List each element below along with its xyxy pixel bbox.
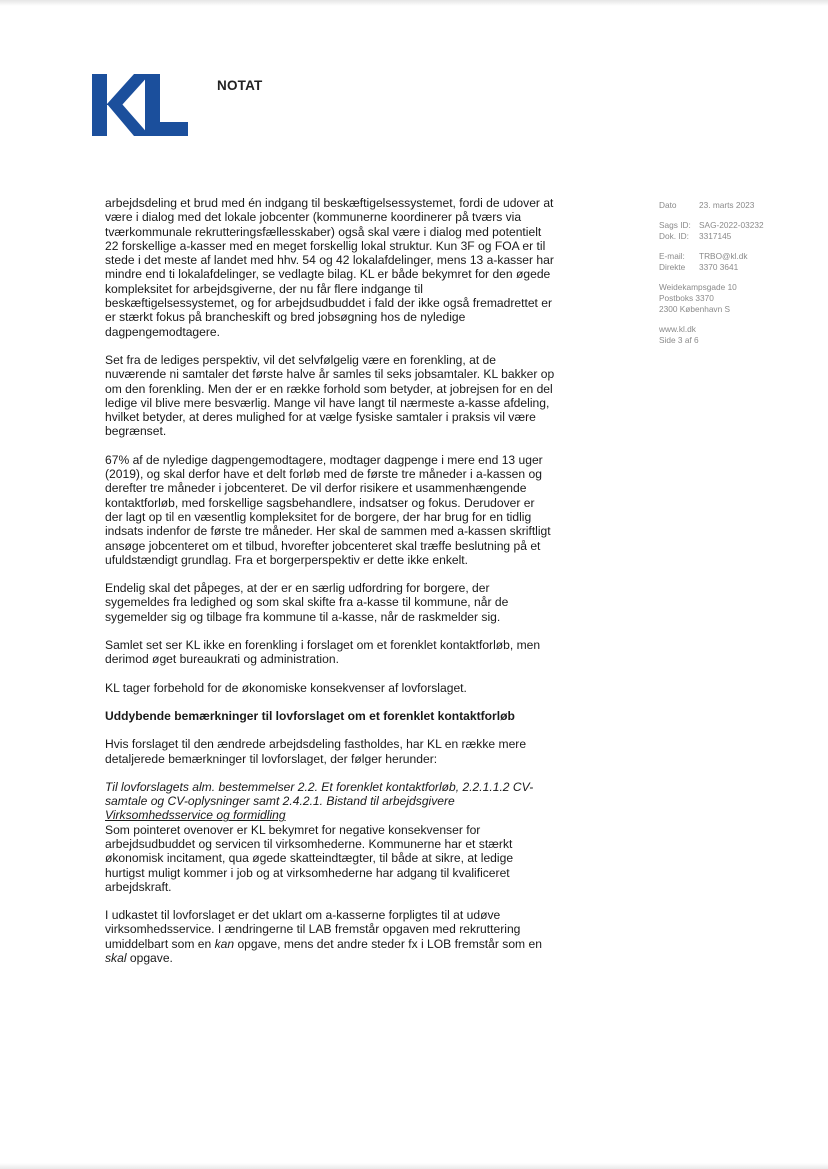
doc-id-label: Dok. ID:	[659, 231, 689, 241]
email-label: E-mail:	[659, 251, 685, 261]
scan-top-edge	[0, 0, 828, 6]
doc-id-value: 3317145	[699, 231, 732, 241]
page-number: Side 3 af 6	[659, 335, 699, 345]
date-label: Dato	[659, 200, 677, 210]
paragraph-3: 67% af de nyledige dagpengemodtagere, modtager dagpenge i mere end 13 uger (2019), og skal derfor have et delt forløb med de første tre måneder i a-kassen og derefter tre måneder i jobcenteret. De vil derfor risikere et usammenhængende kontaktforløb, med forskellige sagsbehandlere, indsatser og fokus. Derudover er der lagt op til en væsentlig kompleksitet for de borgere, der har brug for en tidlig indsats indenfor de første tre måneder. Her skal de sammen med a-kassen skriftligt ansøge jobcenteret om et tilbud, hvorefter jobcenteret skal træffe beslutning på et ufuldstændigt grundlag. Fra et borgerperspektiv er dette ikke enkelt.	[105, 452, 551, 567]
paragraph-5: Samlet set ser KL ikke en forenkling i forslaget om et forenklet kontaktforløb, men derimod øget bureaukrati og administration.	[105, 638, 541, 667]
main-body	[105, 196, 555, 979]
paragraph-7: Hvis forslaget til den ændrede arbejdsdeling fastholdes, har KL en række mere detaljerede bemærkninger til lovforslaget, der følger herunder:	[105, 737, 527, 766]
direct-phone-value: 3370 3641	[699, 262, 739, 272]
paragraph-9	[105, 908, 555, 965]
paragraph-9-part-1: I udkastet til lovforslaget er det uklart om a-kasserne forpligtes til at udøve virksomhedsservice. I ændringerne til LAB fremstår opgaven med rekruttering umiddelbart som en	[105, 908, 521, 951]
scan-bottom-edge	[0, 1163, 828, 1169]
document-type-label: NOTAT	[217, 78, 263, 93]
paragraph-9-part-3: opgave.	[126, 951, 173, 966]
address-line-1: Weidekampsgade 10	[659, 282, 737, 292]
date-value: 23. marts 2023	[699, 200, 755, 210]
paragraph-9-part-2: opgave, mens det andre steder fx i LOB fremstår som en	[234, 936, 542, 951]
website: www.kl.dk	[659, 324, 696, 334]
paragraph-6: KL tager forbehold for de økonomiske konsekvenser af lovforslaget.	[105, 680, 467, 695]
address-block	[659, 282, 789, 315]
email-value: TRBO@kl.dk	[699, 251, 748, 261]
subsection-reference	[105, 780, 555, 823]
paragraph-1: arbejdsdeling et brud med én indgang til beskæftigelsessystemet, fordi de udover at være i dialog med det lokale jobcenter (kommunerne koordinerer på tværs via tværkommunale rekrutteringsfællesskaber) også skal være i dialog med potentielt 22 forskellige a-kasser med en meget forskellig lokal struktur. Kun 3F og FOA er til stede i det meste af landet med hhv. 54 og 42 lokalafdelinger, mens 13 a-kasser har mindre end ti lokalafdelinger, se vedlagte bilag. KL er både bekymret for den øgede kompleksitet for arbejdsgiverne, der nu får flere indgange til beskæftigelsessystemet, og for arbejdsudbuddet i fald der ikke også fremadrettet er er stærkt fokus på brancheskift og bred jobsøgning hos de nyledige dagpengemodtagere.	[105, 196, 554, 339]
address-line-2: Postboks 3370	[659, 293, 714, 303]
web-block	[659, 324, 789, 346]
subsection-reference-underlined: Virksomhedsservice og formidling	[105, 808, 286, 823]
subsection-reference-text: Til lovforslagets alm. bestemmelser 2.2. Et forenklet kontaktforløb, 2.2.1.1.2 CV-samtale og CV-oplysninger samt 2.4.2.1. Bistand til arbejdsgivere	[105, 779, 534, 809]
paragraph-4: Endelig skal det påpeges, at der er en særlig udfordring for borgere, der sygemeldes fra ledighed og som skal skifte fra a-kasse til kommune, når de sygemelder sig og tilbage fra kommune til a-kasse, når de raskmelder sig.	[105, 581, 509, 624]
section-heading: Uddybende bemærkninger til lovforslaget om et forenklet kontaktforløb	[105, 708, 515, 723]
paragraph-8: Som pointeret ovenover er KL bekymret for negative konsekvenser for arbejdsudbuddet og servicen til virksomhederne. Kommunerne har et stærkt økonomisk incitament, qua øgede skatteindtægter, til både at sikre, at ledige hurtigst muligt kommer i job og at virksomhederne har adgang til kvalificeret arbejdskraft.	[105, 822, 514, 894]
paragraph-2: Set fra de lediges perspektiv, vil det selvfølgelig være en forenkling, at de nuværende ni samtaler det første halve år samles til seks jobsamtaler. KL bakker op om den forenkling. Men der er en række forhold som betyder, at jobrejsen for en del ledige vil blive mere besværlig. Mange vil have langt til nærmeste a-kasse afdeling, hvilket betyder, at deres mulighed for at vælge fysiske samtaler i praksis vil være begrænset.	[105, 352, 555, 439]
case-id-label: Sags ID:	[659, 220, 691, 230]
kl-logo	[92, 74, 188, 136]
metadata-sidebar	[659, 200, 789, 355]
id-block	[659, 220, 789, 242]
paragraph-9-emphasis-skal: skal	[105, 951, 127, 966]
contact-block	[659, 251, 789, 273]
paragraph-9-emphasis-kan: kan	[214, 936, 235, 951]
address-line-3: 2300 København S	[659, 304, 731, 314]
direct-phone-label: Direkte	[659, 262, 686, 272]
case-id-value: SAG-2022-03232	[699, 220, 764, 230]
date-block	[659, 200, 789, 211]
